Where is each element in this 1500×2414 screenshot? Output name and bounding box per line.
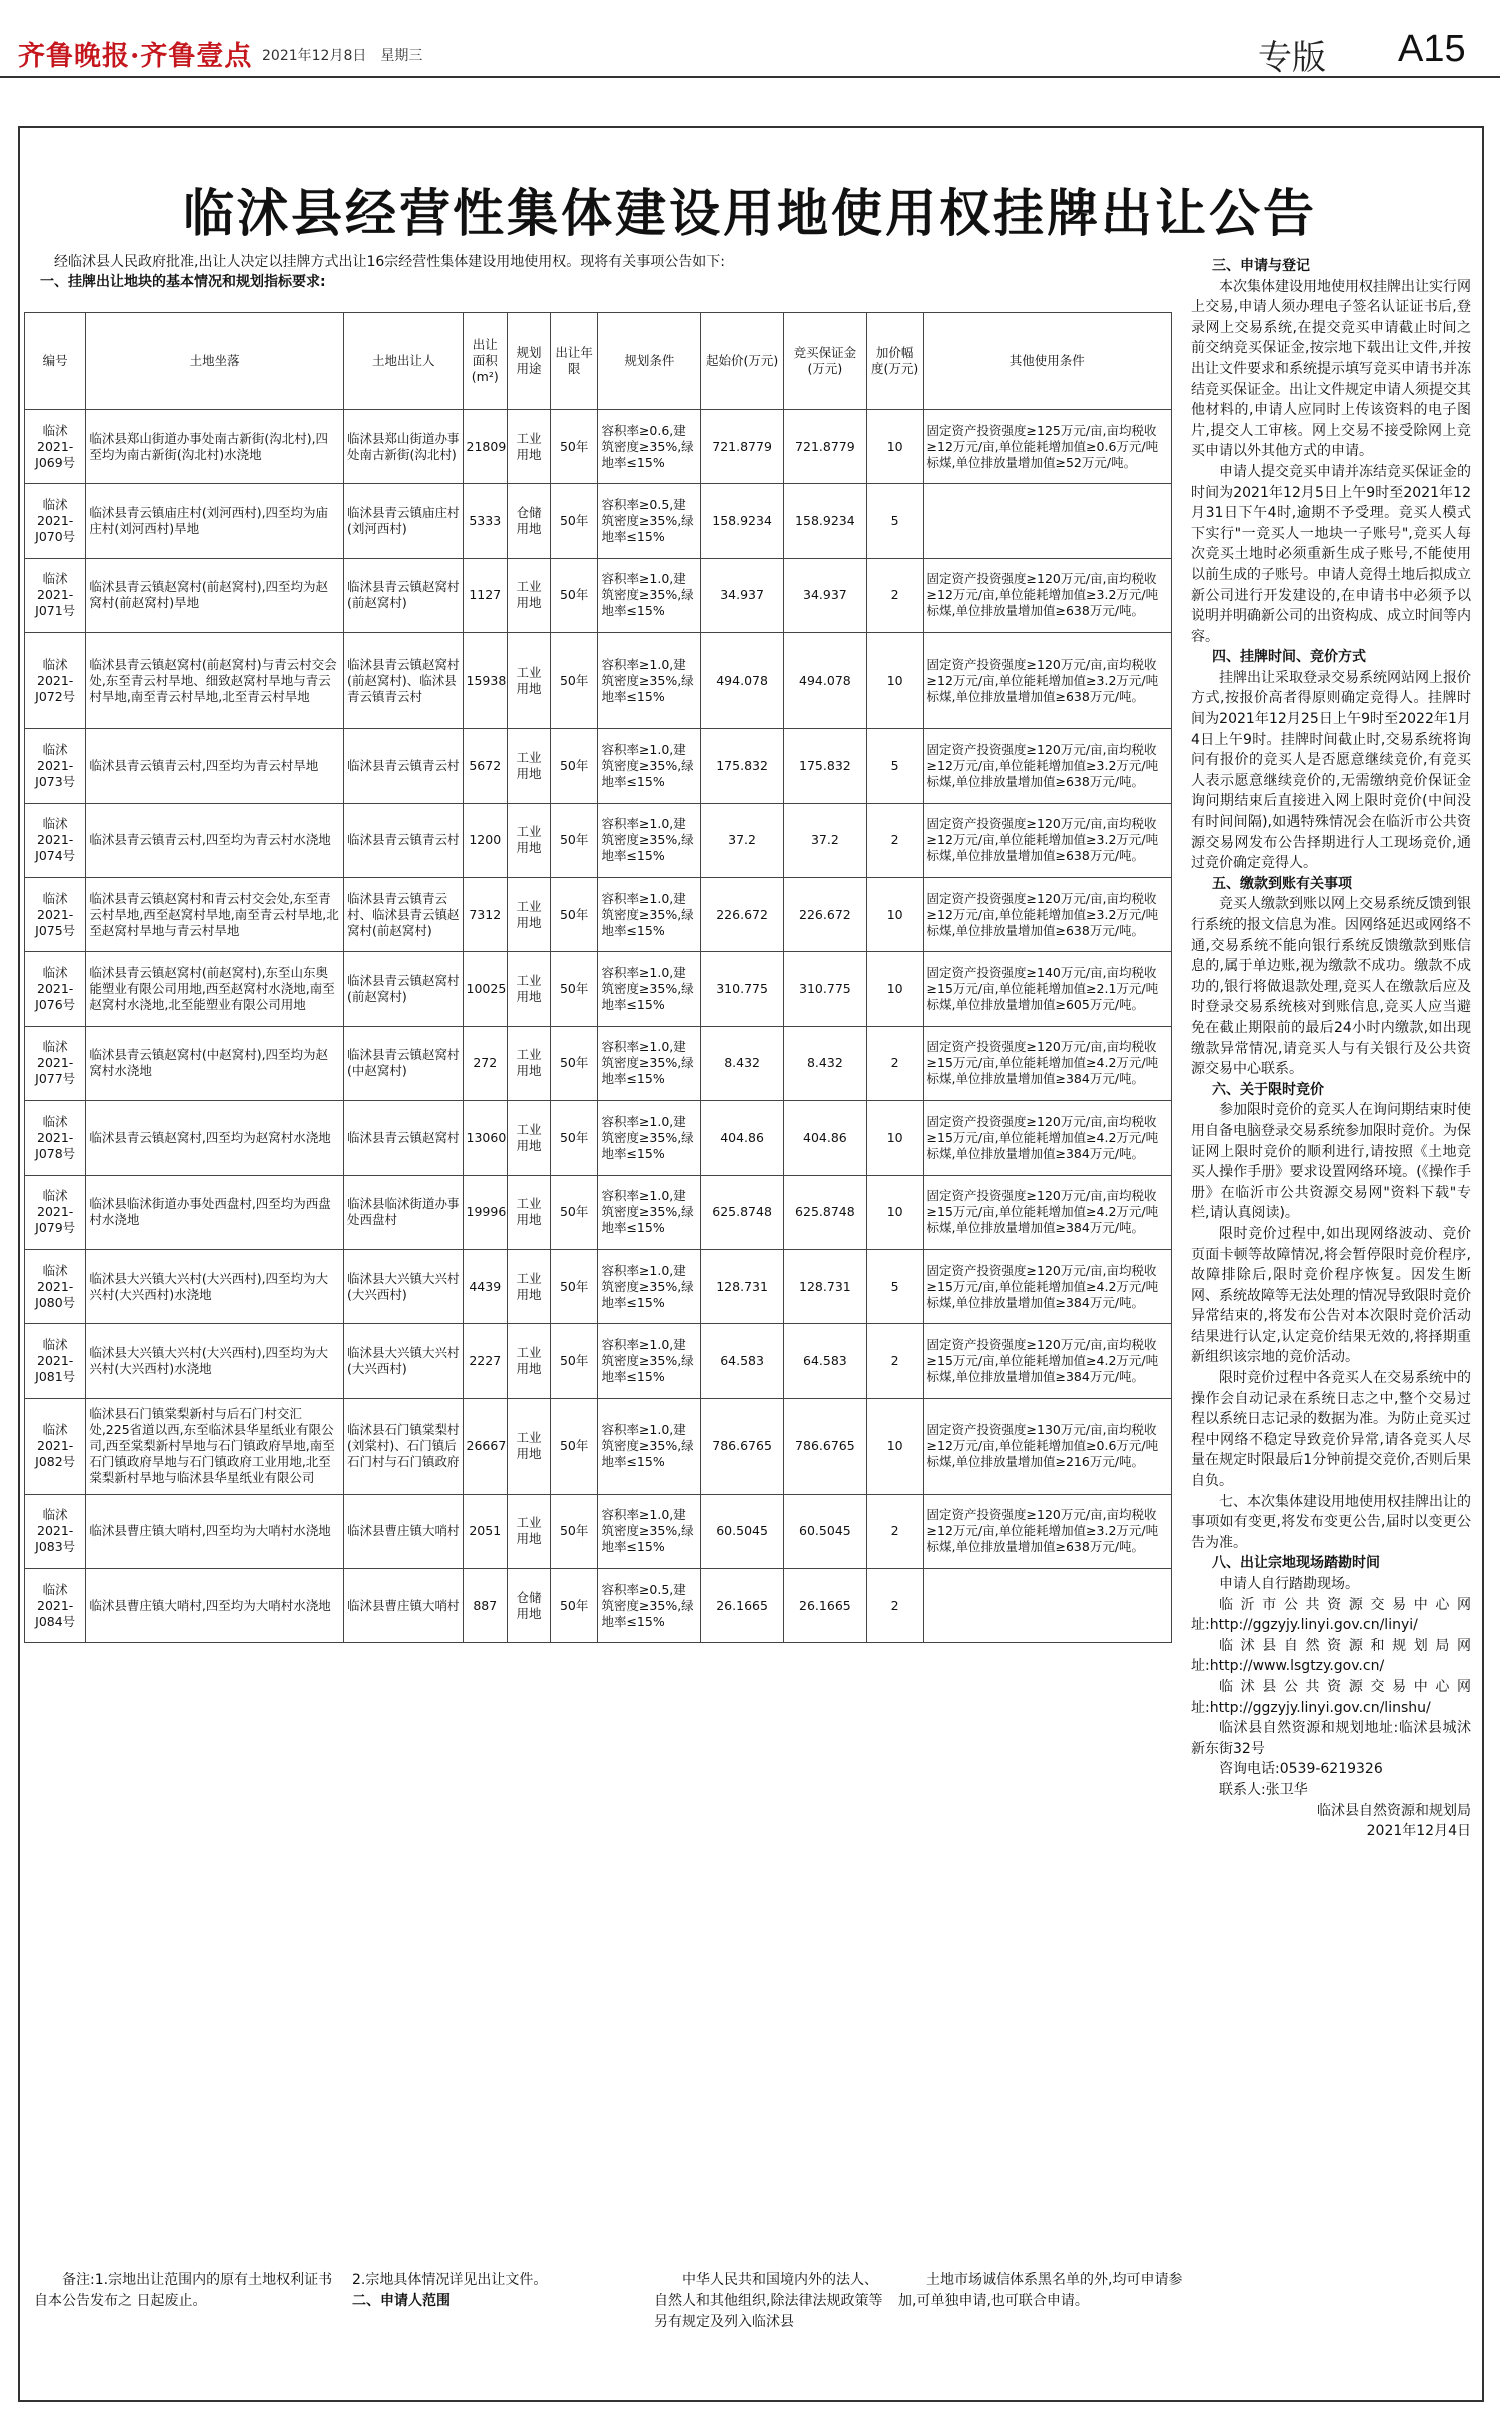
parcel-grantor: 临沭县临沭街道办事处西盘村 [343, 1175, 463, 1249]
col-header-increment: 加价幅度(万元) [866, 313, 923, 410]
section5-para1: 竞买人缴款到账以网上交易系统反馈到银行系统的报文信息为准。因网络延迟或网络不通,交易系统不能向银行系统反馈缴款到账信息的,属于单边账,视为缴款不成功。缴款不成功的,银行将做退款处理,竞买人在缴款后应及时登录交易系统核对到账信息,竞买人应当避免在截止期限前的最后24小时内缴款,如出现缴款异常情况,请竞买人与有关银行及公共资源交易中心联系。 [1191, 896, 1471, 1078]
parcel-id: 临沭2021-J076号 [25, 952, 86, 1026]
parcel-deposit: 625.8748 [783, 1175, 866, 1249]
parcel-grantor: 临沭县青云镇赵窝村 [343, 1101, 463, 1175]
section3-heading: 三、申请与登记 [1212, 258, 1310, 274]
parcel-plan: 容积率≥1.0,建筑密度≥35%,绿地率≤15% [598, 877, 701, 951]
parcel-deposit: 64.583 [783, 1324, 866, 1398]
parcel-other-conditions: 固定资产投资强度≥120万元/亩,亩均税收≥15万元/亩,单位能耗增加值≥4.2万元/吨标煤,单位排放量增加值≥384万元/吨。 [923, 1026, 1171, 1100]
parcel-id: 临沭2021-J079号 [25, 1175, 86, 1249]
parcel-use: 工业用地 [508, 1175, 551, 1249]
parcel-term: 50年 [550, 803, 598, 877]
section8-url-city: 临沂市公共资源交易中心网址:http://ggzyjy.linyi.gov.cn/linyi/ [1191, 1596, 1471, 1634]
section6-heading: 六、关于限时竞价 [1212, 1081, 1324, 1098]
section4-heading: 四、挂牌时间、竞价方式 [1212, 649, 1366, 666]
parcel-term: 50年 [550, 1101, 598, 1175]
parcel-location: 临沭县曹庄镇大哨村,四至均为大哨村水浇地 [86, 1569, 344, 1643]
parcel-area: 2227 [463, 1324, 507, 1398]
parcel-start-price: 64.583 [701, 1324, 784, 1398]
parcel-term: 50年 [550, 1249, 598, 1323]
parcel-increment: 10 [866, 952, 923, 1026]
parcel-other-conditions: 固定资产投资强度≥130万元/亩,亩均税收≥12万元/亩,单位能耗增加值≥0.6万元/吨标煤,单位排放量增加值≥216万元/吨。 [923, 1398, 1171, 1494]
parcel-location: 临沭县青云镇青云村,四至均为青云村水浇地 [86, 803, 344, 877]
parcel-start-price: 158.9234 [701, 484, 784, 558]
parcel-location: 临沭县青云镇青云村,四至均为青云村旱地 [86, 729, 344, 803]
parcel-area: 21809 [463, 410, 507, 484]
issue-date: 2021年12月8日 星期三 [262, 48, 423, 64]
sign-date: 2021年12月4日 [1366, 1823, 1471, 1840]
parcel-area: 887 [463, 1569, 507, 1643]
table-row [25, 952, 1172, 1026]
parcel-increment: 5 [866, 729, 923, 803]
table-header-row [25, 313, 1172, 410]
parcel-id: 临沭2021-J080号 [25, 1249, 86, 1323]
parcel-grantor: 临沭县青云镇青云村、临沭县青云镇赵窝村(前赵窝村) [343, 877, 463, 951]
parcel-other-conditions: 固定资产投资强度≥120万元/亩,亩均税收≥15万元/亩,单位能耗增加值≥4.2万元/吨标煤,单位排放量增加值≥384万元/吨。 [923, 1324, 1171, 1398]
parcel-grantor: 临沭县郑山街道办事处南古新街(沟北村) [343, 410, 463, 484]
signer: 临沭县自然资源和规划局 [1317, 1802, 1471, 1819]
parcel-location: 临沭县青云镇赵窝村(前赵窝村),四至均为赵窝村(前赵窝村)旱地 [86, 558, 344, 632]
parcel-start-price: 34.937 [701, 558, 784, 632]
parcel-grantor: 临沭县青云镇赵窝村(前赵窝村) [343, 558, 463, 632]
parcel-use: 工业用地 [508, 1101, 551, 1175]
parcel-term: 50年 [550, 1026, 598, 1100]
parcel-area: 2051 [463, 1494, 507, 1568]
parcel-other-conditions: 固定资产投资强度≥120万元/亩,亩均税收≥15万元/亩,单位能耗增加值≥4.2万元/吨标煤,单位排放量增加值≥384万元/吨。 [923, 1101, 1171, 1175]
parcel-plan: 容积率≥1.0,建筑密度≥35%,绿地率≤15% [598, 1249, 701, 1323]
page-number: A15 [1398, 28, 1466, 70]
parcel-area: 4439 [463, 1249, 507, 1323]
note-1 [34, 2270, 339, 2312]
parcel-use: 工业用地 [508, 558, 551, 632]
parcel-increment: 2 [866, 1324, 923, 1398]
parcel-grantor: 临沭县大兴镇大兴村(大兴西村) [343, 1324, 463, 1398]
table-row [25, 1494, 1172, 1568]
table-row [25, 1398, 1172, 1494]
parcel-other-conditions: 固定资产投资强度≥120万元/亩,亩均税收≥12万元/亩,单位能耗增加值≥3.2万元/吨标煤,单位排放量增加值≥638万元/吨。 [923, 803, 1171, 877]
masthead [0, 0, 1500, 78]
parcel-use: 工业用地 [508, 1026, 551, 1100]
parcel-deposit: 721.8779 [783, 410, 866, 484]
parcel-use: 仓储用地 [508, 1569, 551, 1643]
table-row [25, 1026, 1172, 1100]
table-row [25, 1175, 1172, 1249]
parcel-start-price: 786.6765 [701, 1398, 784, 1494]
parcel-term: 50年 [550, 1324, 598, 1398]
parcel-deposit: 37.2 [783, 803, 866, 877]
table-row [25, 1249, 1172, 1323]
section6-para1: 参加限时竞价的竞买人在询问期结束时使用自备电脑登录交易系统参加限时竞价。为保证网上限时竞价的顺利进行,请按照《土地竞买人操作手册》要求设置网络环境。(《操作手册》在临沂市公共资源交易网"资料下载"专栏,请认真阅读)。 [1191, 1102, 1471, 1222]
parcel-id: 临沭2021-J081号 [25, 1324, 86, 1398]
parcel-start-price: 60.5045 [701, 1494, 784, 1568]
parcel-id: 临沭2021-J071号 [25, 558, 86, 632]
parcel-plan: 容积率≥1.0,建筑密度≥35%,绿地率≤15% [598, 1494, 701, 1568]
parcel-start-price: 625.8748 [701, 1175, 784, 1249]
parcel-increment: 5 [866, 1249, 923, 1323]
parcel-increment: 10 [866, 1175, 923, 1249]
parcel-other-conditions: 固定资产投资强度≥120万元/亩,亩均税收≥12万元/亩,单位能耗增加值≥3.2万元/吨标煤,单位排放量增加值≥638万元/吨。 [923, 558, 1171, 632]
parcel-start-price: 175.832 [701, 729, 784, 803]
parcel-id: 临沭2021-J078号 [25, 1101, 86, 1175]
parcel-id: 临沭2021-J069号 [25, 410, 86, 484]
col-header-other: 其他使用条件 [923, 313, 1171, 410]
parcel-use: 工业用地 [508, 1398, 551, 1494]
section8-url-bureau: 临沭县自然资源和规划局网址:http://www.lsgtzy.gov.cn/ [1191, 1637, 1471, 1675]
parcel-deposit: 128.731 [783, 1249, 866, 1323]
parcel-id: 临沭2021-J070号 [25, 484, 86, 558]
parcel-term: 50年 [550, 484, 598, 558]
parcel-plan: 容积率≥1.0,建筑密度≥35%,绿地率≤15% [598, 952, 701, 1026]
section8-para1: 申请人自行踏勘现场。 [1219, 1576, 1359, 1592]
parcel-increment: 2 [866, 1569, 923, 1643]
parcel-plan: 容积率≥1.0,建筑密度≥35%,绿地率≤15% [598, 729, 701, 803]
table-row [25, 558, 1172, 632]
parcel-other-conditions: 固定资产投资强度≥120万元/亩,亩均税收≥12万元/亩,单位能耗增加值≥3.2万元/吨标煤,单位排放量增加值≥638万元/吨。 [923, 633, 1171, 729]
parcel-use: 仓储用地 [508, 484, 551, 558]
parcel-plan: 容积率≥1.0,建筑密度≥35%,绿地率≤15% [598, 803, 701, 877]
parcel-use: 工业用地 [508, 729, 551, 803]
section1-heading: 一、挂牌出让地块的基本情况和规划指标要求: [40, 274, 326, 290]
parcel-plan: 容积率≥1.0,建筑密度≥35%,绿地率≤15% [598, 1101, 701, 1175]
parcel-increment: 5 [866, 484, 923, 558]
parcel-start-price: 721.8779 [701, 410, 784, 484]
parcel-start-price: 37.2 [701, 803, 784, 877]
parcel-location: 临沭县大兴镇大兴村(大兴西村),四至均为大兴村(大兴西村)水浇地 [86, 1249, 344, 1323]
section3-para1: 本次集体建设用地使用权挂牌出让实行网上交易,申请人须办理电子签名认证证书后,登录网上交易系统,在提交竞买申请截止时间之前交纳竞买保证金,按宗地下载出让文件,并按出让文件要求和系统提示填写竞买申请书并冻结竞买保证金。出让文件规定申请人须提交其他材料的,申请人应同时上传该资料的电子图片,提交人工审核。网上交易不接受除网上竞买申请以外其他方式的申请。 [1191, 278, 1471, 460]
parcel-deposit: 60.5045 [783, 1494, 866, 1568]
parcel-grantor: 临沭县青云镇赵窝村(前赵窝村) [343, 952, 463, 1026]
table-row [25, 1569, 1172, 1643]
col-header-location: 土地坐落 [86, 313, 344, 410]
col-header-term: 出让年限 [550, 313, 598, 410]
parcel-other-conditions: 固定资产投资强度≥120万元/亩,亩均税收≥15万元/亩,单位能耗增加值≥4.2万元/吨标煤,单位排放量增加值≥384万元/吨。 [923, 1249, 1171, 1323]
parcel-other-conditions [923, 1569, 1171, 1643]
parcel-area: 5672 [463, 729, 507, 803]
section8-address: 临沭县自然资源和规划地址:临沭县城沭新东街32号 [1191, 1720, 1471, 1757]
parcel-term: 50年 [550, 410, 598, 484]
table-row [25, 484, 1172, 558]
col-header-start-price: 起始价(万元) [701, 313, 784, 410]
parcel-plan: 容积率≥0.5,建筑密度≥35%,绿地率≤15% [598, 1569, 701, 1643]
parcel-plan: 容积率≥1.0,建筑密度≥35%,绿地率≤15% [598, 1398, 701, 1494]
parcel-other-conditions [923, 484, 1171, 558]
parcel-term: 50年 [550, 633, 598, 729]
parcel-use: 工业用地 [508, 410, 551, 484]
parcel-area: 1200 [463, 803, 507, 877]
table-row [25, 1324, 1172, 1398]
parcel-grantor: 临沭县青云镇青云村 [343, 729, 463, 803]
parcel-use: 工业用地 [508, 1324, 551, 1398]
section8-url-county: 临沭县公共资源交易中心网址:http://ggzyjy.linyi.gov.cn/linshu/ [1191, 1678, 1471, 1716]
parcel-increment: 2 [866, 1494, 923, 1568]
section2-body: 中华人民共和国境内外的法人、自然人和其他组织,除法律法规政策等另有规定及列入临沭县 [654, 2272, 883, 2330]
section6-para3: 限时竞价过程中各竞买人在交易系统中的操作会自动记录在系统日志之中,整个交易过程以系统日志记录的数据为准。为防止竞买过程中网络不稳定导致竞价异常,请各竞买人尽量在规定时限最后1分钟前提交竞价,否则后果自负。 [1191, 1370, 1471, 1490]
section2-body-block [654, 2270, 886, 2333]
note-2-block [352, 2270, 620, 2312]
parcel-increment: 10 [866, 877, 923, 951]
parcel-start-price: 494.078 [701, 633, 784, 729]
parcel-plan: 容积率≥1.0,建筑密度≥35%,绿地率≤15% [598, 558, 701, 632]
parcel-location: 临沭县青云镇赵窝村(前赵窝村),东至山东奥能塑业有限公司用地,西至赵窝村水浇地,南至赵窝村水浇地,北至能塑业有限公司用地 [86, 952, 344, 1026]
parcel-grantor: 临沭县石门镇棠梨村(刘棠村)、石门镇后石门村与石门镇政府 [343, 1398, 463, 1494]
parcel-other-conditions: 固定资产投资强度≥120万元/亩,亩均税收≥12万元/亩,单位能耗增加值≥3.2万元/吨标煤,单位排放量增加值≥638万元/吨。 [923, 877, 1171, 951]
contact-person: 联系人:张卫华 [1219, 1781, 1308, 1798]
parcel-start-price: 128.731 [701, 1249, 784, 1323]
parcel-term: 50年 [550, 729, 598, 803]
parcel-location: 临沭县青云镇赵窝村,四至均为赵窝村水浇地 [86, 1101, 344, 1175]
section2-cont-block [898, 2270, 1183, 2312]
parcel-other-conditions: 固定资产投资强度≥120万元/亩,亩均税收≥15万元/亩,单位能耗增加值≥4.2万元/吨标煤,单位排放量增加值≥384万元/吨。 [923, 1175, 1171, 1249]
parcel-deposit: 26.1665 [783, 1569, 866, 1643]
parcel-location: 临沭县曹庄镇大哨村,四至均为大哨村水浇地 [86, 1494, 344, 1568]
parcel-deposit: 158.9234 [783, 484, 866, 558]
parcel-deposit: 8.432 [783, 1026, 866, 1100]
parcel-area: 272 [463, 1026, 507, 1100]
parcel-use: 工业用地 [508, 1494, 551, 1568]
parcel-location: 临沭县青云镇庙庄村(刘河西村),四至均为庙庄村(刘河西村)旱地 [86, 484, 344, 558]
parcel-deposit: 494.078 [783, 633, 866, 729]
parcel-term: 50年 [550, 558, 598, 632]
note-2-text: 2.宗地具体情况详见出让文件。 [352, 2272, 548, 2288]
parcel-term: 50年 [550, 877, 598, 951]
parcel-grantor: 临沭县曹庄镇大哨村 [343, 1494, 463, 1568]
section6-para2: 限时竞价过程中,如出现网络波动、竞价页面卡顿等故障情况,将会暂停限时竞价程序,故障排除后,限时竞价程序恢复。因发生断网、系统故障等无法处理的情况导致限时竞价异常结束的,将发布公告对本次限时竞价活动结果进行认定,认定竞价结果无效的,将择期重新组织该宗地的竞价活动。 [1191, 1225, 1471, 1366]
parcel-start-price: 226.672 [701, 877, 784, 951]
parcel-location: 临沭县临沭街道办事处西盘村,四至均为西盘村水浇地 [86, 1175, 344, 1249]
parcel-id: 临沭2021-J084号 [25, 1569, 86, 1643]
section4-para1: 挂牌出让采取登录交易系统网站网上报价方式,按报价高者得原则确定竞得人。挂牌时间为2021年12月25日上午9时至2022年1月4日上午9时。挂牌时间截止时,交易系统将询问有报价的竞买人是否愿意继续竞价,有竞买人表示愿意继续竞价的,无需缴纳竞价保证金询问期结束后直接进入网上限时竞价(中间没有时间间隔),如遇特殊情况会在临沂市公共资源交易网发布公告择期进行人工现场竞价,通过竞价确定竞得人。 [1191, 669, 1471, 872]
parcel-term: 50年 [550, 1175, 598, 1249]
col-header-grantor: 土地出让人 [343, 313, 463, 410]
parcel-use: 工业用地 [508, 633, 551, 729]
table-row [25, 410, 1172, 484]
section2-cont: 土地市场诚信体系黑名单的外,均可申请参加,可单独申请,也可联合申请。 [898, 2272, 1183, 2309]
parcel-area: 5333 [463, 484, 507, 558]
parcel-other-conditions: 固定资产投资强度≥120万元/亩,亩均税收≥12万元/亩,单位能耗增加值≥3.2万元/吨标煤,单位排放量增加值≥638万元/吨。 [923, 729, 1171, 803]
col-header-deposit: 竞买保证金(万元) [783, 313, 866, 410]
parcel-plan: 容积率≥1.0,建筑密度≥35%,绿地率≤15% [598, 1175, 701, 1249]
parcel-use: 工业用地 [508, 952, 551, 1026]
newspaper-brand: 齐鲁晚报·齐鲁壹点 [18, 41, 253, 72]
parcel-start-price: 310.775 [701, 952, 784, 1026]
table-row [25, 1101, 1172, 1175]
parcel-increment: 2 [866, 558, 923, 632]
parcel-term: 50年 [550, 1569, 598, 1643]
intro-paragraph: 经临沭县人民政府批准,出让人决定以挂牌方式出让16宗经营性集体建设用地使用权。现将有关事项公告如下: [54, 254, 725, 270]
parcel-id: 临沭2021-J072号 [25, 633, 86, 729]
parcel-location: 临沭县石门镇棠梨新村与后石门村交汇处,225省道以西,东至临沭县华星纸业有限公司,西至棠梨新村旱地与石门镇政府旱地,南至石门镇政府旱地与石门镇政府工业用地,北至棠梨新村旱地与临沭县华星纸业有限公司 [86, 1398, 344, 1494]
parcel-plan: 容积率≥1.0,建筑密度≥35%,绿地率≤15% [598, 633, 701, 729]
parcel-area: 10025 [463, 952, 507, 1026]
parcels-table [24, 312, 1172, 1643]
table-row [25, 633, 1172, 729]
note-1-text: 备注:1.宗地出让范围内的原有土地权利证书自本公告发布之 日起废止。 [34, 2272, 333, 2309]
parcel-deposit: 175.832 [783, 729, 866, 803]
parcel-term: 50年 [550, 1494, 598, 1568]
parcel-increment: 10 [866, 410, 923, 484]
parcel-location: 临沭县大兴镇大兴村(大兴西村),四至均为大兴村(大兴西村)水浇地 [86, 1324, 344, 1398]
parcel-location: 临沭县青云镇赵窝村(前赵窝村)与青云村交会处,东至青云村旱地、细致赵窝村旱地与青云村旱地,南至青云村旱地,北至青云村旱地 [86, 633, 344, 729]
parcel-deposit: 786.6765 [783, 1398, 866, 1494]
parcel-grantor: 临沭县青云镇赵窝村(前赵窝村)、临沭县青云镇青云村 [343, 633, 463, 729]
col-header-id: 编号 [25, 313, 86, 410]
parcel-increment: 10 [866, 1101, 923, 1175]
col-header-plan: 规划条件 [598, 313, 701, 410]
parcel-deposit: 404.86 [783, 1101, 866, 1175]
parcel-use: 工业用地 [508, 1249, 551, 1323]
parcel-id: 临沭2021-J073号 [25, 729, 86, 803]
parcel-term: 50年 [550, 1398, 598, 1494]
parcel-increment: 2 [866, 1026, 923, 1100]
parcel-deposit: 34.937 [783, 558, 866, 632]
parcel-increment: 2 [866, 803, 923, 877]
parcel-grantor: 临沭县曹庄镇大哨村 [343, 1569, 463, 1643]
parcel-id: 临沭2021-J074号 [25, 803, 86, 877]
parcel-use: 工业用地 [508, 803, 551, 877]
announcement-title: 临沭县经营性集体建设用地使用权挂牌出让公告 [182, 185, 1317, 244]
parcel-area: 13060 [463, 1101, 507, 1175]
parcel-area: 26667 [463, 1398, 507, 1494]
parcel-area: 19996 [463, 1175, 507, 1249]
parcel-other-conditions: 固定资产投资强度≥125万元/亩,亩均税收≥12万元/亩,单位能耗增加值≥0.6万元/吨标煤,单位排放量增加值≥52万元/吨。 [923, 410, 1171, 484]
section5-heading: 五、缴款到账有关事项 [1212, 875, 1352, 892]
parcel-plan: 容积率≥0.6,建筑密度≥35%,绿地率≤15% [598, 410, 701, 484]
parcel-grantor: 临沭县青云镇青云村 [343, 803, 463, 877]
parcel-deposit: 310.775 [783, 952, 866, 1026]
parcel-plan: 容积率≥1.0,建筑密度≥35%,绿地率≤15% [598, 1324, 701, 1398]
parcel-id: 临沭2021-J083号 [25, 1494, 86, 1568]
table-row [25, 803, 1172, 877]
section2-heading: 二、申请人范围 [352, 2293, 450, 2309]
parcel-start-price: 8.432 [701, 1026, 784, 1100]
parcel-term: 50年 [550, 952, 598, 1026]
table-row [25, 729, 1172, 803]
parcel-start-price: 404.86 [701, 1101, 784, 1175]
col-header-area: 出让面积(m²) [463, 313, 507, 410]
table-body [25, 410, 1172, 1643]
parcel-location: 临沭县郑山街道办事处南古新街(沟北村),四至均为南古新街(沟北村)水浇地 [86, 410, 344, 484]
parcel-other-conditions: 固定资产投资强度≥120万元/亩,亩均税收≥12万元/亩,单位能耗增加值≥3.2万元/吨标煤,单位排放量增加值≥638万元/吨。 [923, 1494, 1171, 1568]
section7-para1: 七、本次集体建设用地使用权挂牌出让的事项如有变更,将发布变更公告,届时以变更公告为准。 [1191, 1493, 1471, 1551]
parcel-area: 15938 [463, 633, 507, 729]
col-header-use: 规划用途 [508, 313, 551, 410]
section-label: 专版 [1258, 38, 1326, 78]
parcel-plan: 容积率≥1.0,建筑密度≥35%,绿地率≤15% [598, 1026, 701, 1100]
parcel-deposit: 226.672 [783, 877, 866, 951]
contact-phone: 咨询电话:0539-6219326 [1219, 1761, 1383, 1778]
parcel-increment: 10 [866, 1398, 923, 1494]
parcel-increment: 10 [866, 633, 923, 729]
parcel-id: 临沭2021-J075号 [25, 877, 86, 951]
parcel-area: 7312 [463, 877, 507, 951]
parcel-area: 1127 [463, 558, 507, 632]
parcel-grantor: 临沭县大兴镇大兴村(大兴西村) [343, 1249, 463, 1323]
table-row [25, 877, 1172, 951]
parcel-plan: 容积率≥0.5,建筑密度≥35%,绿地率≤15% [598, 484, 701, 558]
parcel-grantor: 临沭县青云镇庙庄村(刘河西村) [343, 484, 463, 558]
parcel-start-price: 26.1665 [701, 1569, 784, 1643]
section3-para2: 申请人提交竞买申请并冻结竞买保证金的时间为2021年12月5日上午9时至2021年12月31日下午4时,逾期不予受理。竞买人模式下实行"一竞买人一地块一子账号",竞买人每次竞买土地时必须重新生成子账号,不能使用以前生成的子账号。申请人竞得土地后拟成立新公司进行开发建设的,在申请书中必须予以说明并明确新公司的出资构成、成立时间等内容。 [1191, 463, 1471, 645]
parcel-grantor: 临沭县青云镇赵窝村(中赵窝村) [343, 1026, 463, 1100]
parcel-other-conditions: 固定资产投资强度≥140万元/亩,亩均税收≥15万元/亩,单位能耗增加值≥2.1万元/吨标煤,单位排放量增加值≥605万元/吨。 [923, 952, 1171, 1026]
parcel-id: 临沭2021-J077号 [25, 1026, 86, 1100]
section8-heading: 八、出让宗地现场踏勘时间 [1212, 1555, 1380, 1572]
parcel-location: 临沭县青云镇赵窝村(中赵窝村),四至均为赵窝村水浇地 [86, 1026, 344, 1100]
parcel-location: 临沭县青云镇赵窝村和青云村交会处,东至青云村旱地,西至赵窝村旱地,南至青云村旱地,北至赵窝村旱地与青云村旱地 [86, 877, 344, 951]
parcel-use: 工业用地 [508, 877, 551, 951]
parcel-id: 临沭2021-J082号 [25, 1398, 86, 1494]
right-column [1191, 256, 1471, 1842]
